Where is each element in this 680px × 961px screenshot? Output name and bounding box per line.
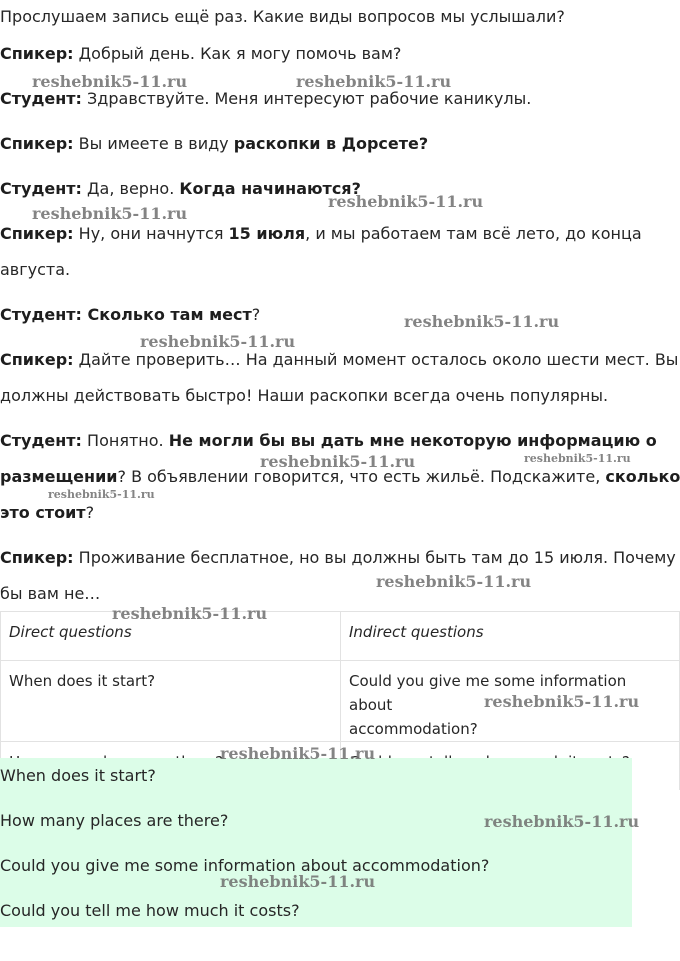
highlight: Не могли бы вы дать мне некоторую информацию о [168, 431, 657, 450]
highlight: Когда начинаются? [179, 179, 361, 198]
answer-line: How many places are there? [0, 811, 229, 830]
highlight: раскопки в Дорсете? [233, 134, 429, 153]
speaker-label: Спикер: [0, 350, 74, 369]
dialogue-line [0, 133, 428, 155]
dialogue-line-cont: бы вам не… [0, 584, 101, 603]
watermark: reshebnik5-11.ru [296, 72, 452, 91]
answer-box [0, 758, 632, 927]
watermark: reshebnik5-11.ru [484, 692, 640, 711]
speaker-label: Студент: [0, 305, 82, 324]
utterance: ? В объявлении говорится, что есть жильё. Подскажите, [117, 467, 606, 486]
intro-text: Прослушаем запись ещё раз. Какие виды вопросов мы услышали? [0, 7, 565, 26]
watermark: reshebnik5-11.ru [140, 332, 296, 351]
watermark: reshebnik5-11.ru [260, 452, 416, 471]
highlight: Сколько там мест [81, 305, 252, 324]
dialogue-line [0, 178, 361, 200]
watermark: reshebnik5-11.ru [48, 488, 155, 501]
utterance: Добрый день. Как я могу помочь вам? [73, 44, 402, 63]
utterance: Дайте проверить… На данный момент осталось около шести мест. Вы [73, 350, 679, 369]
highlight: это стоит [0, 503, 86, 522]
highlight: размещении [0, 467, 118, 486]
watermark: reshebnik5-11.ru [220, 744, 376, 763]
speaker-label: Студент: [0, 431, 82, 450]
answer-line: Could you tell me how much it costs? [0, 901, 300, 920]
dialogue-line-cont: должны действовать быстро! Наши раскопки всегда очень популярны. [0, 386, 609, 405]
table-header-row [1, 612, 680, 661]
dialogue-line [0, 430, 657, 452]
dialogue-line [0, 43, 401, 65]
watermark: reshebnik5-11.ru [220, 872, 376, 891]
watermark: reshebnik5-11.ru [404, 312, 560, 331]
highlight: сколько [605, 467, 680, 486]
watermark: reshebnik5-11.ru [32, 72, 188, 91]
cell-line: accommodation? [349, 720, 478, 738]
watermark: reshebnik5-11.ru [484, 812, 640, 831]
answer-line: When does it start? [0, 766, 156, 785]
dialogue-line [0, 349, 678, 371]
header-indirect: Indirect questions [341, 612, 680, 661]
dialogue-line-cont: августа. [0, 260, 71, 279]
dialogue-line [0, 223, 642, 245]
watermark: reshebnik5-11.ru [112, 604, 268, 623]
dialogue-line [0, 88, 531, 110]
utterance: ? [251, 305, 261, 324]
dialogue-line-cont [0, 502, 94, 524]
utterance: , и мы работаем там всё лето, до конца [305, 224, 642, 243]
dialogue-line [0, 547, 676, 569]
dialogue-line [0, 304, 260, 326]
watermark: reshebnik5-11.ru [328, 192, 484, 211]
utterance: Понятно. [81, 431, 169, 450]
utterance: Здравствуйте. Меня интересуют рабочие каникулы. [81, 89, 532, 108]
utterance: Да, верно. [81, 179, 180, 198]
utterance: ? [85, 503, 95, 522]
speaker-label: Спикер: [0, 224, 74, 243]
header-direct: Direct questions [1, 612, 341, 661]
watermark: reshebnik5-11.ru [376, 572, 532, 591]
utterance: Проживание бесплатное, но вы должны быть там до 15 июля. Почему [73, 548, 676, 567]
speaker-label: Студент: [0, 179, 82, 198]
watermark: reshebnik5-11.ru [524, 452, 631, 465]
watermark: reshebnik5-11.ru [32, 204, 188, 223]
speaker-label: Спикер: [0, 548, 74, 567]
answer-line: Could you give me some information about accommodation? [0, 856, 490, 875]
speaker-label: Студент: [0, 89, 82, 108]
table-cell: When does it start? [1, 661, 341, 742]
utterance: Вы имеете в виду [73, 134, 234, 153]
speaker-label: Спикер: [0, 134, 74, 153]
utterance: Ну, они начнутся [73, 224, 229, 243]
speaker-label: Спикер: [0, 44, 74, 63]
highlight: 15 июля [228, 224, 306, 243]
cell-line: Could you give me some information about [349, 672, 627, 714]
